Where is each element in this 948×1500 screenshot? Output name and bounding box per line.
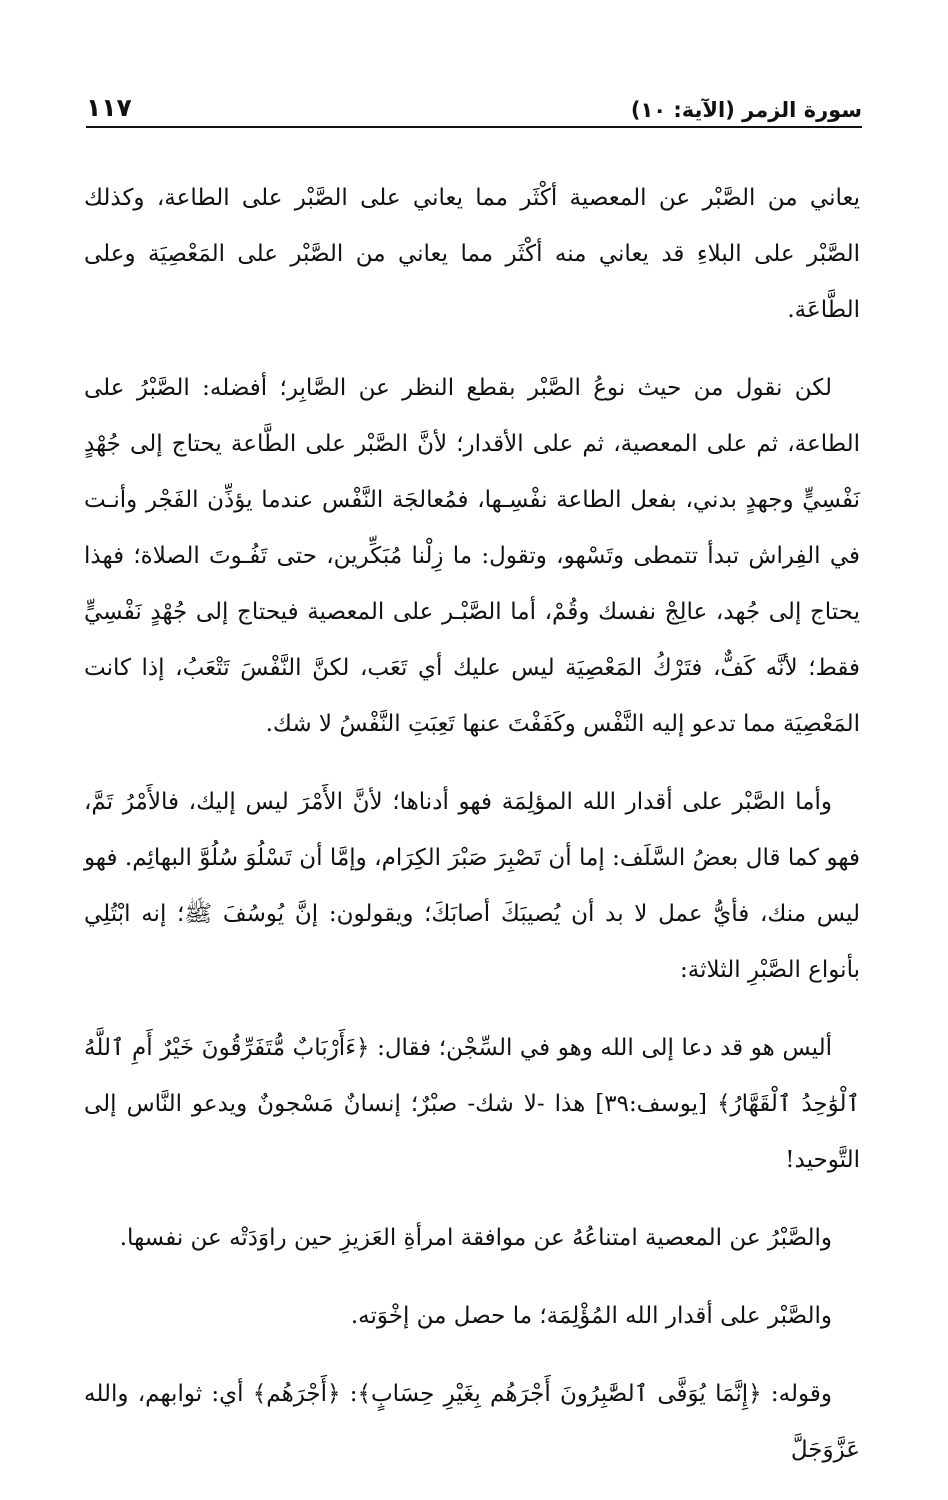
paragraph-5: والصَّبْرُ عن المعصية امتناعُهُ عن موافقة امرأةِ العَزيزِ حين راوَدَتْه عن نفسها. bbox=[119, 1225, 832, 1251]
paragraph-4: أليس هو قد دعا إلى الله وهو في السِّجْن؛ فقال: ﴿ءَأَرْبَابٌ مُّتَفَرِّقُونَ خَيْرٌ أَمِ ٱللَّهُ ٱلْوَٰحِدُ ٱلْقَهَّارُ﴾ [يوسف:٣٩] هذا -لا شك- صبْرٌ؛ إنسانٌ مَسْجونٌ ويدعو النَّاس إلى التَّوحيد! bbox=[84, 1035, 860, 1173]
running-title: سورة الزمر (الآية: ١٠) bbox=[630, 98, 862, 122]
paragraph-6: والصَّبْر على أقدار الله المُؤْلِمَة؛ ما حصل من إخْوَته. bbox=[350, 1303, 832, 1329]
page-header bbox=[86, 88, 862, 128]
paragraph-2: لكن نقول من حيث نوعُ الصَّبْر بقطع النظر عن الصَّابِر؛ أفضله: الصَّبْرُ على الطاعة، ثم على المعصية، ثم على الأقدار؛ لأنَّ الصَّبْر على الطَّاعة يحتاج إلى جُهْدٍ نَفْسِيٍّ وجهدٍ بدني، بفعل الطاعة نفْسِـها، فمُعالجَة النَّفْس عندما يؤذِّن الفَجْر وأنـت في الفِراش تبدأ تتمطى وتَسْهو، وتقول: ما زِلْنا مُبَكِّرين، حتى تَفُـوتَ الصلاة؛ فهذا يحتاج إلى جُهد، عالِجْ نفسك وقُمْ، أما الصَّبْـر على المعصية فيحتاج إلى جُهْدٍ نَفْسِيٍّ فقط؛ لأنَّه كَفٌّ، فتَرْكُ المَعْصِيَة ليس عليك أي تَعَب، لكنَّ النَّفْسَ تَتْعَبُ، إذا كانت المَعْصِيَة مما تدعو إليه النَّفْس وكَفَفْتَ عنها تَعِبَتِ النَّفْسُ لا شك. bbox=[84, 375, 860, 737]
body-text bbox=[84, 170, 860, 1500]
page-number: ١١٧ bbox=[86, 93, 132, 122]
paragraph-1: يعاني من الصَّبْر عن المعصية أكْثَر مما يعاني على الصَّبْر على الطاعة، وكذلك الصَّبْر على البلاءِ قد يعاني منه أكْثَر مما يعاني من الصَّبْر على المَعْصِيَة وعلى الطَّاعَة. bbox=[84, 185, 860, 323]
paragraph-3: وأما الصَّبْر على أقدار الله المؤلِمَة فهو أدناها؛ لأنَّ الأَمْرَ ليس إليك، فالأَمْرُ تَمَّ، فهو كما قال بعضُ السَّلَف: إما أن تَصْبِرَ صَبْرَ الكِرَام، وإمَّا أن تَسْلُوَ سُلُوَّ البهائِم. فهو ليس منك، فأيُّ عمل لا بد أن يُصيبَكَ أصابَكَ؛ ويقولون: إنَّ يُوسُفَ ﷺ؛ إنه ابْتُلِي بأنواع الصَّبْرِ الثلاثة: bbox=[84, 789, 860, 983]
paragraph-7: وقوله: ﴿إِنَّمَا يُوَفَّى ٱلصَّٰبِرُونَ أَجْرَهُم بِغَيْرِ حِسَابٍ﴾: ﴿أَجْرَهُم﴾ أي: ثوابهم، والله عَزَّوَجَلَّ bbox=[84, 1381, 860, 1463]
